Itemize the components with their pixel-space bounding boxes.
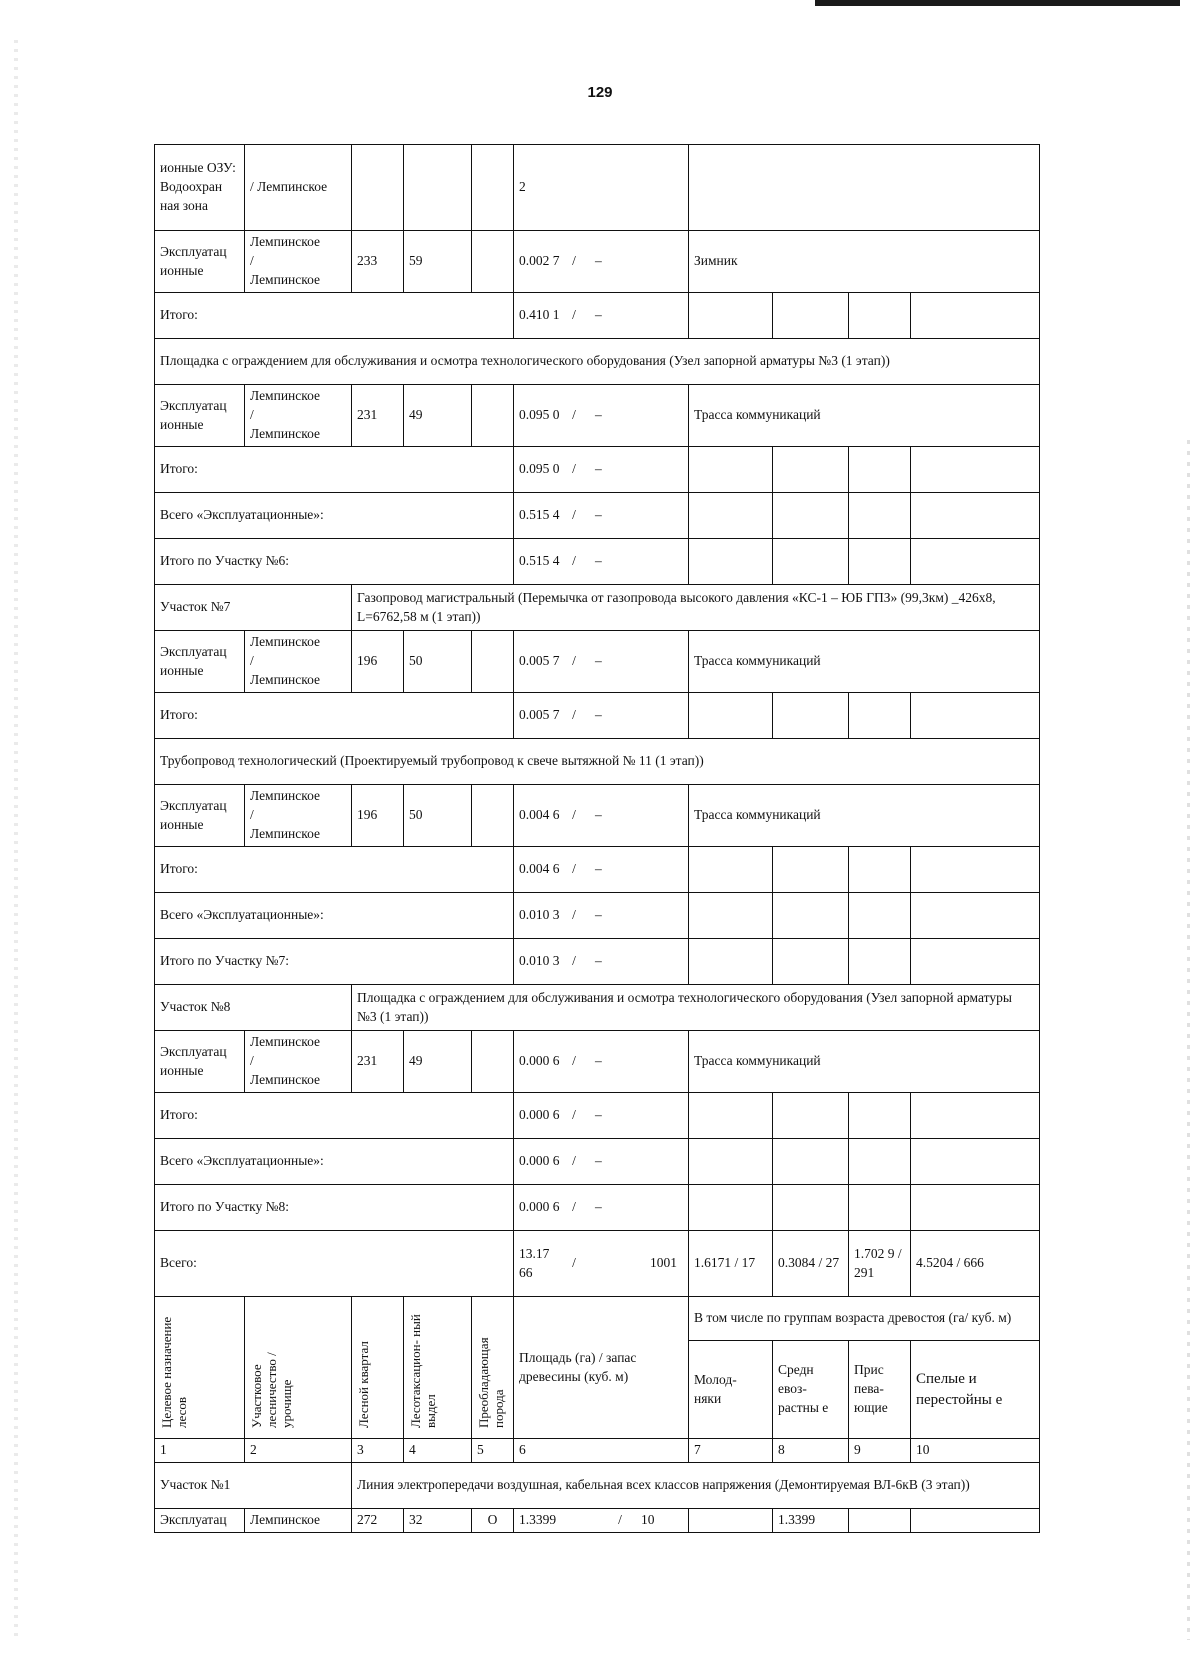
table-row <box>155 539 1040 585</box>
table-row <box>155 447 1040 493</box>
area-cell: 0.004 6 / – <box>514 785 689 847</box>
plot-cell: 49 <box>404 385 472 447</box>
grand-total-label: Всего: <box>155 1231 514 1297</box>
header-plot: Лесотаксацион- ный выдел <box>404 1297 472 1439</box>
forestry-cell: Лемпинское / Лемпинское <box>245 785 352 847</box>
top-edge-bar <box>815 0 1180 6</box>
purpose-cell: Эксплуатац ионные <box>155 785 245 847</box>
purpose-cell: Эксплуатац ионные <box>155 231 245 293</box>
section-title-row <box>155 985 1040 1031</box>
purpose-cell: Эксплуатац ионные <box>155 1031 245 1093</box>
area-cell: 0.010 3 / – <box>514 939 689 985</box>
plot-cell: 50 <box>404 631 472 693</box>
area-cell: 0.410 1 / – <box>514 293 689 339</box>
breed-cell: О <box>472 1508 514 1532</box>
mature-cell: 4.5204 / 666 <box>911 1231 1040 1297</box>
col-number: 9 <box>849 1439 911 1463</box>
area-cell: 0.515 4 / – <box>514 539 689 585</box>
area-cell: 0.004 6 / – <box>514 847 689 893</box>
area-cell: 2 <box>514 145 689 231</box>
col-number: 5 <box>472 1439 514 1463</box>
forestry-cell: Лемпинское / Лемпинское <box>245 231 352 293</box>
area-cell: 0.095 0 / – <box>514 385 689 447</box>
young-cell: 1.6171 / 17 <box>689 1231 773 1297</box>
plot-label: Участок №1 <box>155 1462 352 1508</box>
note-cell: Трасса коммуникаций <box>689 1031 1040 1093</box>
table-row <box>155 293 1040 339</box>
grand-total-row <box>155 1231 1040 1297</box>
total-label: Всего «Эксплуатационные»: <box>155 493 514 539</box>
table-row <box>155 1185 1040 1231</box>
plot-label: Участок №7 <box>155 585 352 631</box>
table-row <box>155 847 1040 893</box>
total-label: Итого по Участку №8: <box>155 1185 514 1231</box>
note-cell: Зимник <box>689 231 1040 293</box>
subtotal-label: Итого: <box>155 293 514 339</box>
section-title: Площадка с ограждением для обслуживания и осмотра технологического оборудования (Узел запорной арматуры №3 (1 этап)) <box>352 985 1040 1031</box>
subtotal-label: Итого: <box>155 1093 514 1139</box>
note-cell: Трасса коммуникаций <box>689 385 1040 447</box>
table-row <box>155 385 1040 447</box>
area-cell: 0.095 0 / – <box>514 447 689 493</box>
forestry-cell: Лемпинское / Лемпинское <box>245 385 352 447</box>
middle-age-cell: 1.3399 <box>773 1508 849 1532</box>
total-label: Итого по Участку №6: <box>155 539 514 585</box>
note-cell: Трасса коммуникаций <box>689 631 1040 693</box>
plot-cell: 49 <box>404 1031 472 1093</box>
table-row <box>155 145 1040 231</box>
section-title-row <box>155 585 1040 631</box>
header-middle-age: Средн евоз- растны е <box>773 1341 849 1439</box>
area-cell: 0.000 6 / – <box>514 1139 689 1185</box>
scan-edge-right <box>1187 440 1190 1640</box>
scan-edge-left <box>14 40 18 1640</box>
total-label: Итого по Участку №7: <box>155 939 514 985</box>
quarter-cell: 231 <box>352 1031 404 1093</box>
quarter-cell: 196 <box>352 785 404 847</box>
table-row <box>155 939 1040 985</box>
area-cell: 13.17 66 / 1001 <box>514 1231 689 1297</box>
area-cell: 0.005 7 / – <box>514 631 689 693</box>
quarter-cell: 196 <box>352 631 404 693</box>
quarter-cell: 233 <box>352 231 404 293</box>
plot-cell: 32 <box>404 1508 472 1532</box>
col-number: 10 <box>911 1439 1040 1463</box>
middle-age-cell: 0.3084 / 27 <box>773 1231 849 1297</box>
header-forestry: Участковое лесничество / урочище <box>245 1297 352 1439</box>
table-row <box>155 893 1040 939</box>
forestry-cell: / Лемпинское <box>245 145 352 231</box>
quarter-cell: 272 <box>352 1508 404 1532</box>
header-young: Молод- няки <box>689 1341 773 1439</box>
forestry-cell: Лемпинское / Лемпинское <box>245 1031 352 1093</box>
plot-cell: 50 <box>404 785 472 847</box>
header-mature: Спелые и перестойны е <box>911 1341 1040 1439</box>
col-number: 7 <box>689 1439 773 1463</box>
header-age-groups: В том числе по группам возраста древостоя (га/ куб. м) <box>689 1297 1040 1341</box>
subtotal-label: Итого: <box>155 447 514 493</box>
forestry-cell: Лемпинское / Лемпинское <box>245 631 352 693</box>
forest-table <box>154 144 1040 1533</box>
purpose-cell: Эксплуатац ионные <box>155 385 245 447</box>
subtotal-label: Итого: <box>155 693 514 739</box>
column-numbers-row <box>155 1439 1040 1463</box>
section-title-row <box>155 1462 1040 1508</box>
table-row <box>155 1139 1040 1185</box>
header-area: Площадь (га) / запас древесины (куб. м) <box>514 1297 689 1439</box>
forestry-cell: Лемпинское <box>245 1508 352 1532</box>
total-label: Всего «Эксплуатационные»: <box>155 893 514 939</box>
section-title-row <box>155 739 1040 785</box>
maturing-cell: 1.702 9 / 291 <box>849 1231 911 1297</box>
table-row <box>155 493 1040 539</box>
section-title: Площадка с ограждением для обслуживания и осмотра технологического оборудования (Узел запорной арматуры №3 (1 этап)) <box>155 339 1040 385</box>
plot-cell: 59 <box>404 231 472 293</box>
col-number: 3 <box>352 1439 404 1463</box>
page-number: 129 <box>587 84 613 101</box>
table-row <box>155 785 1040 847</box>
quarter-cell: 231 <box>352 385 404 447</box>
plot-label: Участок №8 <box>155 985 352 1031</box>
col-number: 2 <box>245 1439 352 1463</box>
col-number: 8 <box>773 1439 849 1463</box>
header-row <box>155 1297 1040 1341</box>
area-cell: 1.3399 / 10 <box>514 1508 689 1532</box>
area-cell: 0.010 3 / – <box>514 893 689 939</box>
area-cell: 0.515 4 / – <box>514 493 689 539</box>
header-quarter: Лесной квартал <box>352 1297 404 1439</box>
table-row <box>155 231 1040 293</box>
purpose-cell: Эксплуатац <box>155 1508 245 1532</box>
table-row <box>155 693 1040 739</box>
area-cell: 0.000 6 / – <box>514 1093 689 1139</box>
table-row <box>155 631 1040 693</box>
header-breed: Преобладающая порода <box>472 1297 514 1439</box>
col-number: 6 <box>514 1439 689 1463</box>
area-cell: 0.005 7 / – <box>514 693 689 739</box>
section-title: Линия электропередачи воздушная, кабельная всех классов напряжения (Демонтируемая ВЛ-6кВ (3 этап)) <box>352 1462 1040 1508</box>
area-cell: 0.002 7 / – <box>514 231 689 293</box>
col-number: 4 <box>404 1439 472 1463</box>
section-title: Трубопровод технологический (Проектируемый трубопровод к свече вытяжной № 11 (1 этап)) <box>155 739 1040 785</box>
area-cell: 0.000 6 / – <box>514 1031 689 1093</box>
note-cell: Трасса коммуникаций <box>689 785 1040 847</box>
table-row <box>155 1508 1040 1532</box>
table-row <box>155 1031 1040 1093</box>
col-number: 1 <box>155 1439 245 1463</box>
purpose-cell: ионные ОЗУ: Водоохран ная зона <box>155 145 245 231</box>
header-purpose: Целевое назначение лесов <box>155 1297 245 1439</box>
total-label: Всего «Эксплуатационные»: <box>155 1139 514 1185</box>
table-row <box>155 1093 1040 1139</box>
section-title-row <box>155 339 1040 385</box>
area-cell: 0.000 6 / – <box>514 1185 689 1231</box>
section-title: Газопровод магистральный (Перемычка от газопровода высокого давления «КС-1 – ЮБ ГПЗ» (99,3км) _426х8, L=6762,58 м (1 этап)) <box>352 585 1040 631</box>
header-maturing: Прис пева- ющие <box>849 1341 911 1439</box>
purpose-cell: Эксплуатац ионные <box>155 631 245 693</box>
subtotal-label: Итого: <box>155 847 514 893</box>
